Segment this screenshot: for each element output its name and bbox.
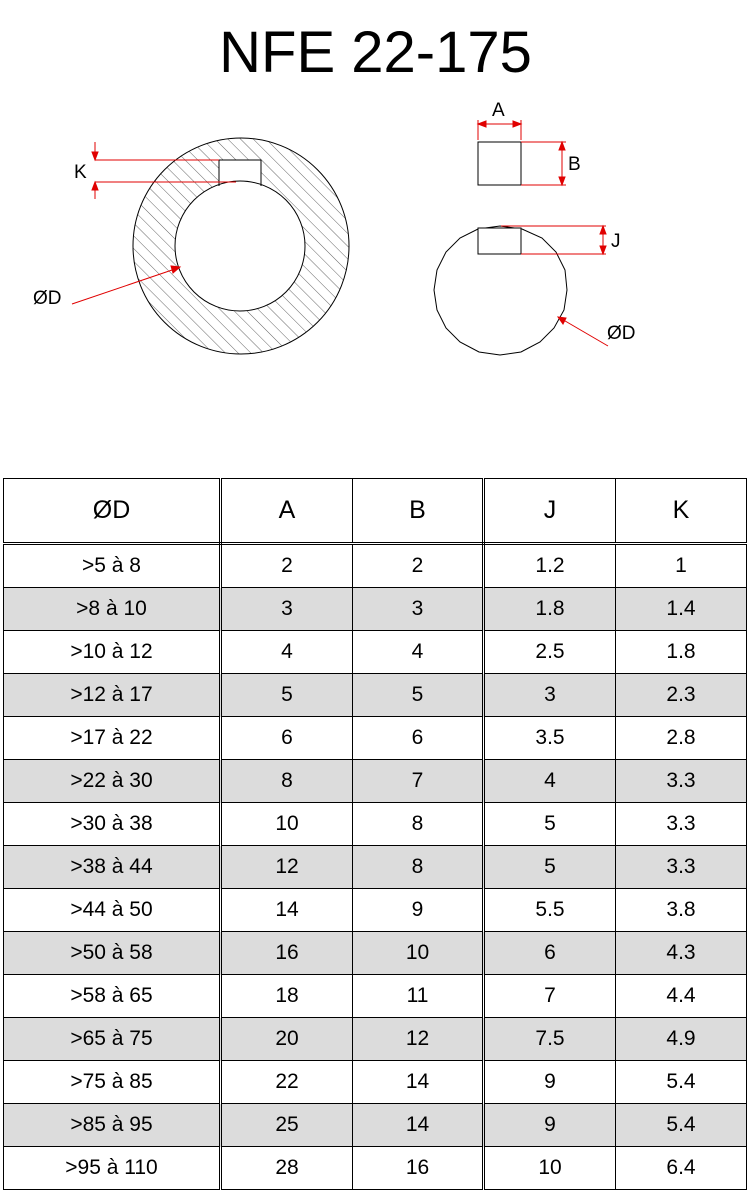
cell-a: 3: [221, 588, 353, 631]
cell-a: 16: [221, 932, 353, 975]
cell-b: 7: [353, 760, 484, 803]
cell-k: 2.3: [616, 674, 747, 717]
cell-k: 1.8: [616, 631, 747, 674]
table-row: [4, 674, 747, 717]
label-k: K: [74, 162, 87, 183]
cell-k: 5.4: [616, 1061, 747, 1104]
table-row: [4, 760, 747, 803]
page-title: NFE 22-175: [219, 20, 532, 85]
cell-k: 4.3: [616, 932, 747, 975]
hub-section: [133, 138, 349, 354]
key-section: [478, 142, 521, 185]
cell-b: 4: [353, 631, 484, 674]
header-j: J: [484, 479, 616, 544]
cell-j: 7: [484, 975, 616, 1018]
cell-j: 4: [484, 760, 616, 803]
table-row: [4, 631, 747, 674]
cell-b: 3: [353, 588, 484, 631]
cell-b: 14: [353, 1104, 484, 1147]
cell-d: >38 à 44: [4, 846, 221, 889]
dimension-d-right: [558, 317, 608, 346]
cell-j: 3.5: [484, 717, 616, 760]
cell-b: 12: [353, 1018, 484, 1061]
table-row: [4, 1061, 747, 1104]
cell-a: 2: [221, 544, 353, 588]
cell-d: >30 à 38: [4, 803, 221, 846]
cell-a: 28: [221, 1147, 353, 1190]
table-body: [4, 544, 747, 1190]
cell-j: 9: [484, 1104, 616, 1147]
cell-d: >10 à 12: [4, 631, 221, 674]
cell-d: >12 à 17: [4, 674, 221, 717]
cell-j: 5: [484, 803, 616, 846]
cell-j: 6: [484, 932, 616, 975]
cell-j: 9: [484, 1061, 616, 1104]
table-row: [4, 846, 747, 889]
cell-a: 14: [221, 889, 353, 932]
header-d: ØD: [4, 479, 221, 544]
cell-b: 6: [353, 717, 484, 760]
cell-k: 1.4: [616, 588, 747, 631]
label-d-right: ØD: [607, 323, 636, 344]
dimension-a: [478, 120, 521, 140]
cell-d: >65 à 75: [4, 1018, 221, 1061]
cell-b: 8: [353, 846, 484, 889]
cell-k: 6.4: [616, 1147, 747, 1190]
cell-b: 2: [353, 544, 484, 588]
cell-d: >58 à 65: [4, 975, 221, 1018]
cell-d: >75 à 85: [4, 1061, 221, 1104]
cell-a: 8: [221, 760, 353, 803]
cell-b: 9: [353, 889, 484, 932]
cell-a: 12: [221, 846, 353, 889]
cell-d: >44 à 50: [4, 889, 221, 932]
cell-k: 2.8: [616, 717, 747, 760]
cell-j: 2.5: [484, 631, 616, 674]
cell-j: 1.8: [484, 588, 616, 631]
table-row: [4, 932, 747, 975]
label-j: J: [611, 231, 621, 252]
cell-b: 8: [353, 803, 484, 846]
cell-k: 1: [616, 544, 747, 588]
cell-d: >22 à 30: [4, 760, 221, 803]
cell-k: 3.3: [616, 803, 747, 846]
cell-k: 5.4: [616, 1104, 747, 1147]
cell-k: 4.4: [616, 975, 747, 1018]
cell-k: 3.8: [616, 889, 747, 932]
cell-b: 16: [353, 1147, 484, 1190]
technical-diagram: [0, 0, 751, 420]
cell-j: 1.2: [484, 544, 616, 588]
table-row: [4, 889, 747, 932]
table-row: [4, 1104, 747, 1147]
cell-d: >5 à 8: [4, 544, 221, 588]
cell-k: 4.9: [616, 1018, 747, 1061]
table-row: [4, 1147, 747, 1190]
cell-a: 6: [221, 717, 353, 760]
cell-j: 10: [484, 1147, 616, 1190]
cell-b: 5: [353, 674, 484, 717]
cell-d: >95 à 110: [4, 1147, 221, 1190]
table-row: [4, 544, 747, 588]
cell-b: 14: [353, 1061, 484, 1104]
table-header-row: [4, 479, 747, 544]
label-d-left: ØD: [33, 288, 62, 309]
table-row: [4, 717, 747, 760]
header-k: K: [616, 479, 747, 544]
cell-b: 10: [353, 932, 484, 975]
shaft-section: [434, 226, 567, 355]
cell-j: 7.5: [484, 1018, 616, 1061]
cell-d: >8 à 10: [4, 588, 221, 631]
header-b: B: [353, 479, 484, 544]
cell-j: 3: [484, 674, 616, 717]
table-row: [4, 1018, 747, 1061]
cell-k: 3.3: [616, 760, 747, 803]
cell-j: 5.5: [484, 889, 616, 932]
cell-a: 10: [221, 803, 353, 846]
cell-a: 18: [221, 975, 353, 1018]
dimension-table: [3, 478, 747, 1190]
dimension-b: [521, 142, 566, 185]
cell-d: >17 à 22: [4, 717, 221, 760]
table-row: [4, 975, 747, 1018]
cell-a: 4: [221, 631, 353, 674]
table-row: [4, 803, 747, 846]
label-a: A: [492, 100, 505, 121]
label-b: B: [568, 154, 581, 175]
cell-a: 20: [221, 1018, 353, 1061]
cell-k: 3.3: [616, 846, 747, 889]
cell-a: 22: [221, 1061, 353, 1104]
table-row: [4, 588, 747, 631]
cell-d: >85 à 95: [4, 1104, 221, 1147]
cell-j: 5: [484, 846, 616, 889]
header-a: A: [221, 479, 353, 544]
cell-a: 25: [221, 1104, 353, 1147]
cell-b: 11: [353, 975, 484, 1018]
cell-d: >50 à 58: [4, 932, 221, 975]
cell-a: 5: [221, 674, 353, 717]
